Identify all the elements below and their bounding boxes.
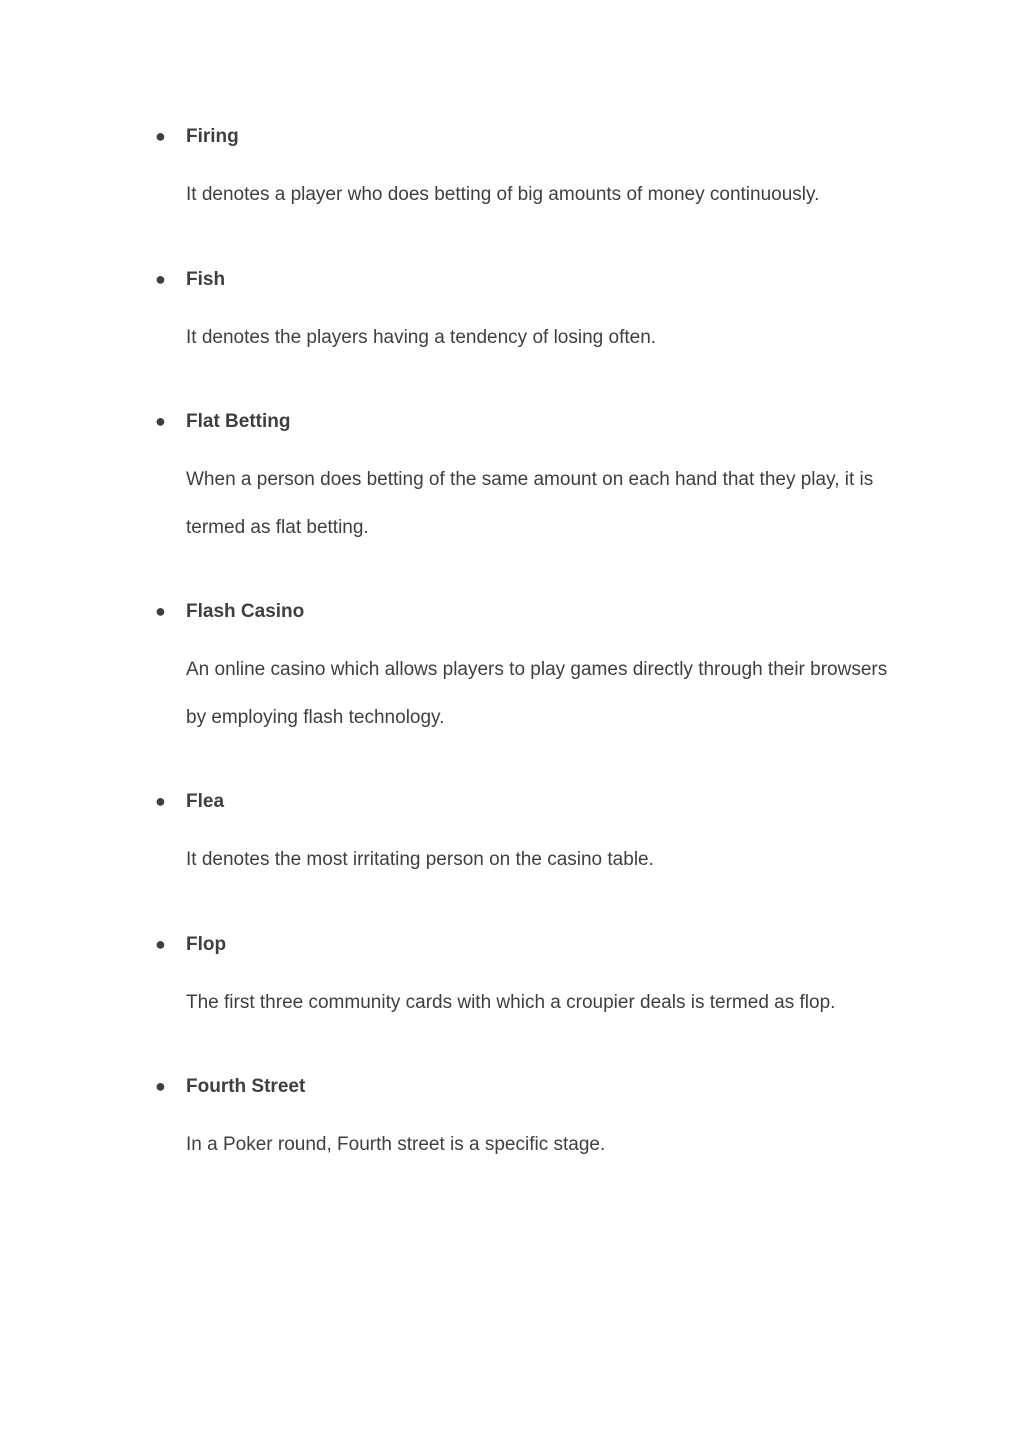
bullet-icon: ● bbox=[155, 601, 166, 621]
term-heading: Flop bbox=[186, 933, 227, 955]
bullet-icon: ● bbox=[155, 1076, 166, 1096]
term-row bbox=[0, 266, 1024, 293]
term-heading: Flea bbox=[186, 791, 225, 812]
bullet-icon: ● bbox=[155, 268, 166, 289]
term-definition: It denotes the players having a tendency of losing often. bbox=[186, 326, 657, 348]
term-row bbox=[0, 788, 1024, 815]
term-definition: An online casino which allows players to play games directly through their browsers by employing flash technology. bbox=[186, 659, 888, 728]
term-heading: Firing bbox=[186, 126, 239, 147]
bullet-icon: ● bbox=[155, 411, 166, 431]
term-heading: Fish bbox=[186, 268, 226, 290]
bullet-icon: ● bbox=[155, 791, 166, 811]
term-definition: In a Poker round, Fourth street is a specific stage. bbox=[186, 1134, 606, 1155]
term-definition: When a person does betting of the same amount on each hand that they play, it is termed as flat betting. bbox=[186, 469, 874, 538]
bullet-icon: ● bbox=[155, 126, 166, 146]
list-item bbox=[0, 931, 1024, 1027]
term-definition: It denotes a player who does betting of big amounts of money continuously. bbox=[186, 184, 820, 205]
glossary-list bbox=[0, 123, 1024, 1216]
list-item bbox=[0, 123, 1024, 219]
term-row bbox=[0, 598, 1024, 625]
list-item bbox=[0, 408, 1024, 551]
term-heading: Flash Casino bbox=[186, 601, 305, 622]
bullet-icon: ● bbox=[155, 933, 166, 954]
list-item bbox=[0, 1073, 1024, 1169]
term-definition: It denotes the most irritating person on the casino table. bbox=[186, 849, 654, 870]
term-definition: The first three community cards with which a croupier deals is termed as flop. bbox=[186, 991, 836, 1013]
term-heading: Fourth Street bbox=[186, 1076, 306, 1097]
list-item bbox=[0, 266, 1024, 362]
term-row bbox=[0, 931, 1024, 958]
list-item bbox=[0, 788, 1024, 884]
term-row bbox=[0, 408, 1024, 435]
term-row bbox=[0, 1073, 1024, 1100]
term-row bbox=[0, 123, 1024, 150]
term-heading: Flat Betting bbox=[186, 411, 291, 432]
list-item bbox=[0, 598, 1024, 741]
